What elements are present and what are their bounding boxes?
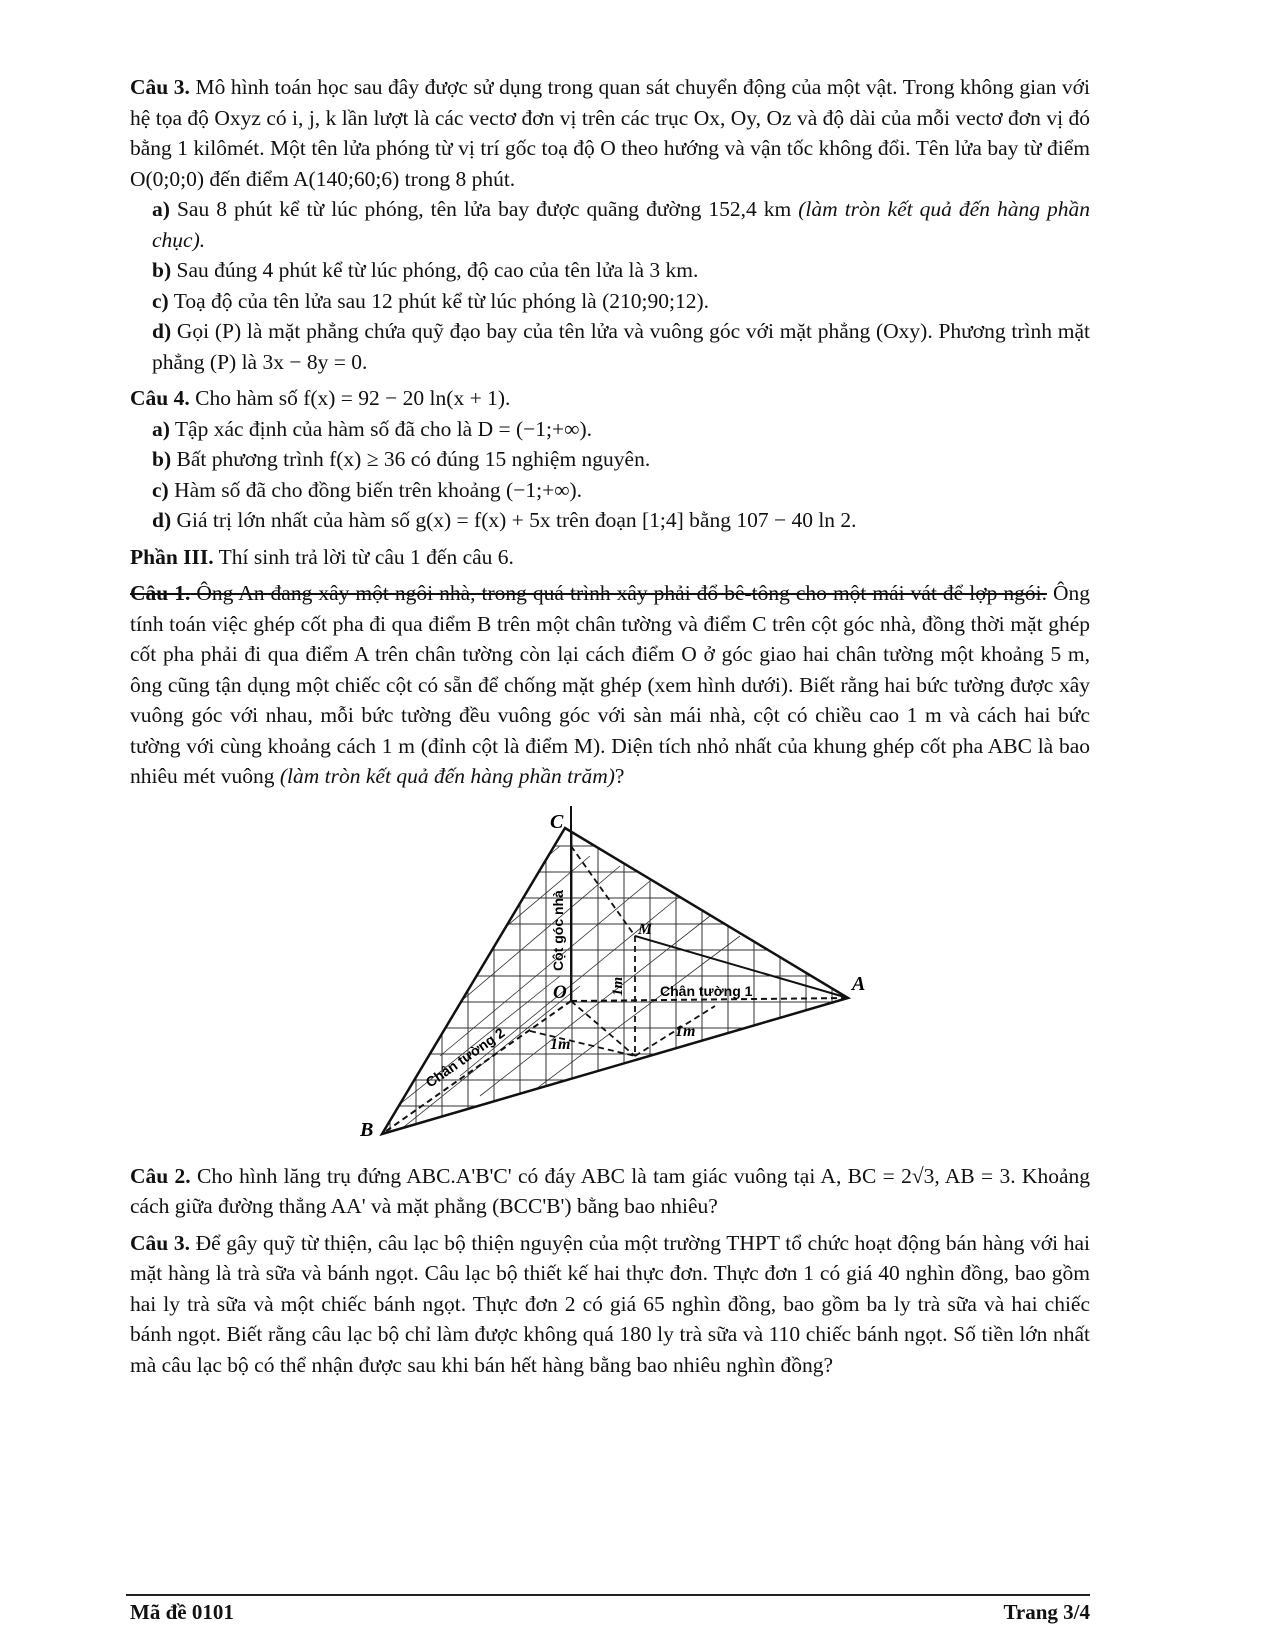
q3-paragraph	[130, 72, 1090, 194]
p3-q2-label: Câu 2.	[130, 1163, 191, 1188]
page-number: Trang 3/4	[1003, 1600, 1090, 1624]
q3-option-d	[130, 316, 1090, 377]
p3-q3-paragraph	[130, 1228, 1090, 1381]
q3-option-a-note: (làm tròn kết quả đến hàng phần chục).	[152, 197, 1090, 252]
q4-option-a	[130, 414, 1090, 445]
q3-option-b-text: Sau đúng 4 phút kể từ lúc phóng, độ cao của tên lửa là 3 km.	[171, 258, 699, 282]
q4-option-d-text: Giá trị lớn nhất của hàm số g(x) = f(x) + 5x trên đoạn [1;4] bằng 107 − 40 ln 2.	[171, 508, 857, 532]
label-corner-post: Cột góc nhà	[550, 889, 566, 971]
footer-divider	[126, 1594, 1090, 1596]
q4-option-b-text: Bất phương trình f(x) ≥ 36 có đúng 15 nghiệm nguyên.	[171, 447, 651, 471]
label-wall2: Chân tường 2	[422, 1023, 508, 1090]
q4-option-d	[130, 505, 1090, 536]
p3-q1-body: Ông tính toán việc ghép cốt pha đi qua điểm B trên một chân tường và điểm C trên cột góc nhà, đồng thời mặt ghép cốt pha phải đi qua điểm A trên chân tường còn lại cách điểm O ở góc giao hai chân tường một khoảng 5 m, ông cũng tận dụng một chiếc cột có sẵn để chống mặt ghép (xem hình dưới). Biết rằng hai bức tường được xây vuông góc với nhau, mỗi bức tường đều vuông góc với sàn mái nhà, cột có chiều cao 1 m và cách hai bức tường với cùng khoảng cách 1 m (đỉnh cột là điểm M). Diện tích nhỏ nhất của khung ghép cốt pha ABC là bao nhiêu mét vuông	[130, 581, 1090, 788]
q4-label: Câu 4.	[130, 386, 190, 410]
q4-option-b	[130, 444, 1090, 475]
q3-option-b	[130, 255, 1090, 286]
label-m: M	[638, 920, 653, 938]
q3-option-a	[130, 194, 1090, 255]
q3-option-c	[130, 286, 1090, 317]
q3-option-d-text: Gọi (P) là mặt phẳng chứa quỹ đạo bay của tên lửa và vuông góc với mặt phẳng (Oxy). Phương trình mặt phẳng (P) là 3x − 8y = 0.	[152, 319, 1090, 374]
formwork-diagram	[360, 806, 880, 1151]
q3-option-a-label: a)	[152, 197, 170, 221]
q3-option-a-text: Sau 8 phút kể từ lúc phóng, tên lửa bay được quãng đường 152,4 km	[169, 197, 799, 221]
wall2-line	[382, 1001, 571, 1134]
p3-q3-text: Để gây quỹ từ thiện, câu lạc bộ thiện nguyện của một trường THPT tổ chức hoạt động bán hàng với hai mặt hàng là trà sữa và bánh ngọt. Câu lạc bộ thiết kế hai thực đơn. Thực đơn 1 có giá 40 nghìn đồng, bao gồm hai ly trà sữa và một chiếc bánh ngọt. Thực đơn 2 có giá 65 nghìn đồng, bao gồm ba ly trà sữa và hai chiếc bánh ngọt. Biết rằng câu lạc bộ chỉ làm được không quá 180 ly trà sữa và 110 chiếc bánh ngọt. Số tiền lớn nhất mà câu lạc bộ có thể nhận được sau khi bán hết hàng bằng bao nhiêu nghìn đồng?	[130, 1230, 1090, 1377]
label-1m-left: 1m	[550, 1035, 571, 1053]
part3-heading	[130, 542, 1090, 573]
p3-q1-note: (làm tròn kết quả đến hàng phần trăm)	[279, 764, 615, 788]
part3-text: Thí sinh trả lời từ câu 1 đến câu 6.	[213, 544, 514, 569]
formwork-figure	[360, 806, 880, 1151]
q3-option-c-label: c)	[152, 288, 169, 313]
q4-option-a-label: a)	[152, 416, 170, 441]
q4-option-d-label: d)	[152, 508, 172, 532]
q3-stem: Mô hình toán học sau đây được sử dụng trong quan sát chuyển động của một vật. Trong không gian với hệ tọa độ Oxyz có i, j, k lần lượt là các vectơ đơn vị trên các trục Ox, Oy, Oz và độ dài của mỗi vectơ đơn vị đó bằng 1 kilômét. Một tên lửa phóng từ vị trí gốc toạ độ O theo hướng và vận tốc không đổi. Tên lửa bay từ điểm O(0;0;0) đến điểm A(140;60;6) trong 8 phút.	[130, 75, 1091, 191]
label-1m-vertical: 1m	[610, 976, 626, 996]
label-o: O	[553, 981, 567, 1003]
q4-option-c	[130, 475, 1090, 506]
label-a: A	[852, 972, 866, 995]
p3-q3-label: Câu 3.	[130, 1230, 190, 1255]
label-wall1: Chân tường 1	[660, 982, 753, 999]
q4-paragraph	[130, 383, 1090, 414]
p3-q2-text: Cho hình lăng trụ đứng ABC.A'B'C' có đáy ABC là tam giác vuông tại A, BC = 2√3, AB = 3. Khoảng cách giữa đường thẳng AA' và mặt phẳng (BCC'B') bằng bao nhiêu?	[130, 1163, 1090, 1218]
page-footer	[130, 1600, 1090, 1625]
p3-q1-label: Câu 1.	[130, 581, 191, 605]
label-b: B	[360, 1118, 374, 1141]
q3-option-c-text: Toạ độ của tên lửa sau 12 phút kể từ lúc phóng là (210;90;12).	[168, 288, 709, 313]
label-c: C	[550, 810, 564, 833]
q3-label: Câu 3.	[130, 75, 190, 99]
q3-option-b-label: b)	[152, 258, 172, 282]
q4-stem: Cho hàm số f(x) = 92 − 20 ln(x + 1).	[189, 386, 511, 410]
q4-option-b-label: b)	[152, 447, 172, 471]
exam-code: Mã đề 0101	[130, 1600, 234, 1624]
part3-label: Phần III.	[130, 544, 214, 569]
p3-q2-paragraph	[130, 1161, 1090, 1222]
p3-q1-struck-text: Ông An đang xây một ngôi nhà, trong quá trình xây phải đổ bê-tông cho một mái vát để lợp ngói.	[190, 581, 1047, 605]
p3-q1-end: ?	[614, 764, 625, 788]
p3-q1-paragraph	[130, 578, 1090, 792]
q4-option-c-label: c)	[152, 477, 169, 502]
column-dash-top	[571, 846, 635, 936]
label-1m-right: 1m	[675, 1022, 696, 1040]
q4-option-c-text: Hàm số đã cho đồng biến trên khoảng (−1;+∞).	[168, 477, 583, 502]
q3-option-d-label: d)	[152, 319, 172, 343]
q4-option-a-text: Tập xác định của hàm số đã cho là D = (−1;+∞).	[169, 416, 592, 441]
exam-page	[130, 72, 1090, 1380]
